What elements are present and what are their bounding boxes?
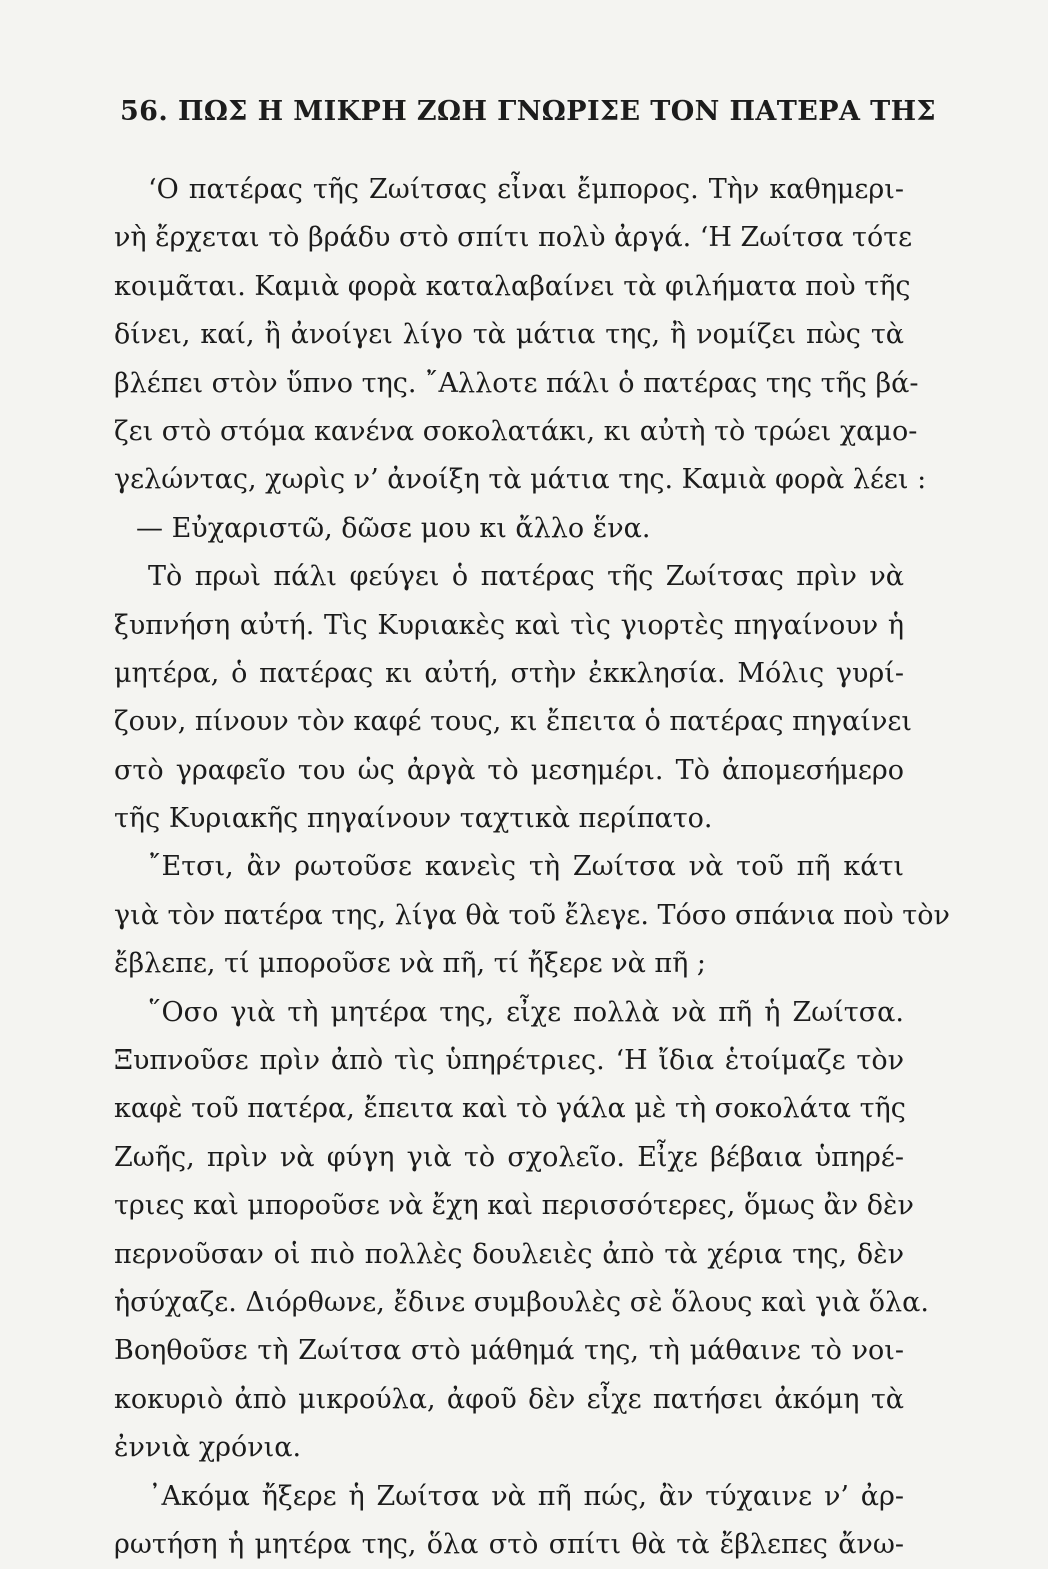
- body-text: [114, 166, 950, 1569]
- text-line: Τὸ πρωὶ πάλι φεύγει ὁ πατέρας τῆς Ζωίτσας πρὶν νὰ: [148, 561, 904, 593]
- text-line: Ξυπνοῦσε πρὶν ἀπὸ τὶς ὑπηρέτριες. ‘Η ἴδια ἑτοίμαζε τὸν: [114, 1045, 904, 1077]
- dialogue-line: — Εὐχαριστῶ, δῶσε μου κι ἄλλο ἕνα.: [136, 512, 651, 544]
- text-line: δίνει, καί, ἢ ἀνοίγει λίγο τὰ μάτια της, ἢ νομίζει πὼς τὰ: [114, 319, 904, 351]
- text-line: βλέπει στὸν ὕπνο της. ῎Αλλοτε πάλι ὁ πατέρας της τῆς βά-: [114, 367, 919, 399]
- text-line: ρωτήση ἡ μητέρα της, ὅλα στὸ σπίτι θὰ τὰ ἔβλεπες ἄνω-: [114, 1528, 904, 1560]
- text-line: ‘Ο πατέρας τῆς Ζωίτσας εἶναι ἔμπορος. Τὴν καθημερι-: [148, 174, 904, 205]
- text-line: ἡσύχαζε. Διόρθωνε, ἔδινε συμβουλὲς σὲ ὅλους καὶ γιὰ ὅλα.: [114, 1286, 929, 1318]
- text-line: ξυπνήση αὐτή. Τὶς Κυριακὲς καὶ τὶς γιορτὲς πηγαίνουν ἡ: [114, 609, 904, 641]
- text-line: μητέρα, ὁ πατέρας κι αὐτή, στὴν ἐκκλησία. Μόλις γυρί-: [114, 657, 904, 689]
- text-line: κοιμᾶται. Καμιὰ φορὰ καταλαβαίνει τὰ φιλήματα ποὺ τῆς: [114, 270, 911, 302]
- text-line: περνοῦσαν οἱ πιὸ πολλὲς δουλειὲς ἀπὸ τὰ χέρια της, δὲν: [114, 1238, 904, 1270]
- text-line: Ζωῆς, πρὶν νὰ φύγη γιὰ τὸ σχολεῖο. Εἶχε βέβαια ὑπηρέ-: [114, 1141, 904, 1173]
- text-line: τριες καὶ μποροῦσε νὰ ἔχη καὶ περισσότερες, ὅμως ἂν δὲν: [114, 1190, 914, 1222]
- text-line: γελώντας, χωρὶς ν’ ἀνοίξη τὰ μάτια της. Καμιὰ φορὰ λέει :: [114, 464, 927, 496]
- text-line: ζει στὸ στόμα κανένα σοκολατάκι, κι αὐτὴ τὸ τρώει χαμο-: [114, 415, 918, 447]
- text-line: καφὲ τοῦ πατέρα, ἔπειτα καὶ τὸ γάλα μὲ τὴ σοκολάτα τῆς: [114, 1093, 906, 1125]
- text-line: στὸ γραφεῖο του ὡς ἀργὰ τὸ μεσημέρι. Τὸ ἀπομεσήμερο: [114, 754, 904, 786]
- text-line: ζουν, πίνουν τὸν καφέ τους, κι ἔπειτα ὁ πατέρας πηγαίνει: [114, 706, 912, 738]
- text-line: νὴ ἔρχεται τὸ βράδυ στὸ σπίτι πολὺ ἀργά. ‘Η Ζωίτσα τότε: [114, 222, 913, 254]
- text-line: ῞Οσο γιὰ τὴ μητέρα της, εἶχε πολλὰ νὰ πῆ ἡ Ζωίτσα.: [148, 996, 904, 1028]
- text-line: ἐννιὰ χρόνια.: [114, 1432, 302, 1464]
- text-line: κοκυριὸ ἀπὸ μικρούλα, ἀφοῦ δὲν εἶχε πατήσει ἀκόμη τὰ: [114, 1383, 904, 1415]
- chapter-heading: 56. ΠΩΣ Η ΜΙΚΡΗ ΖΩΗ ΓΝΩΡΙΣΕ ΤΟΝ ΠΑΤΕΡΑ ΤΗΣ: [120, 96, 936, 127]
- text-line: ἔβλεπε, τί μποροῦσε νὰ πῆ, τί ἤξερε νὰ πῆ ;: [114, 948, 707, 980]
- text-line: γιὰ τὸν πατέρα της, λίγα θὰ τοῦ ἔλεγε. Τόσο σπάνια ποὺ τὸν: [114, 899, 950, 931]
- text-line: Βοηθοῦσε τὴ Ζωίτσα στὸ μάθημά της, τὴ μάθαινε τὸ νοι-: [114, 1335, 904, 1367]
- text-line: ῎Ετσι, ἂν ρωτοῦσε κανεὶς τὴ Ζωίτσα νὰ τοῦ πῆ κάτι: [148, 851, 904, 883]
- text-line: τῆς Κυριακῆς πηγαίνουν ταχτικὰ περίπατο.: [114, 803, 713, 835]
- text-line: ᾿Ακόμα ἤξερε ἡ Ζωίτσα νὰ πῆ πώς, ἂν τύχαινε ν’ ἀρ-: [148, 1480, 904, 1512]
